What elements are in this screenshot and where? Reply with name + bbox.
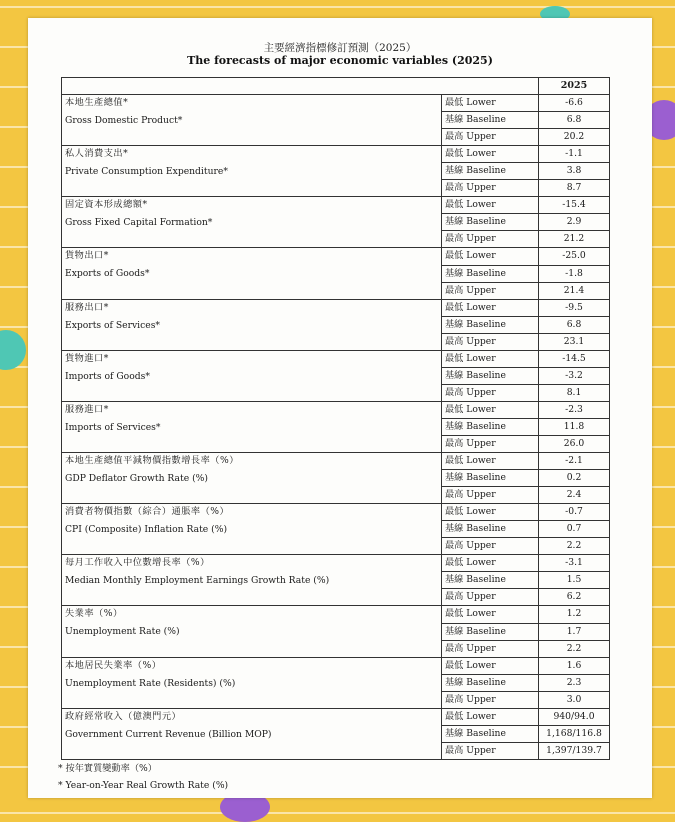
value-baseline: -3.2 — [539, 367, 610, 384]
footnote-english: * Year-on-Year Real Growth Rate (%) — [58, 780, 229, 791]
value-upper: 3.0 — [539, 691, 610, 708]
footnotes — [58, 760, 228, 794]
value-baseline: 6.8 — [539, 112, 610, 129]
indicator-name-en: Unemployment Rate (%) — [65, 626, 180, 638]
indicator-name-cell — [62, 555, 442, 606]
table-row — [62, 555, 610, 572]
level-label-lower: 最低 Lower — [442, 299, 539, 316]
value-lower: 1.2 — [539, 606, 610, 623]
indicator-name-en: Imports of Goods* — [65, 370, 150, 382]
indicator-name-en: CPI (Composite) Inflation Rate (%) — [65, 524, 228, 536]
level-label-baseline: 基線 Baseline — [442, 367, 539, 384]
level-label-upper: 最高 Upper — [442, 384, 539, 401]
indicator-name-zh: 服務進口* — [65, 403, 109, 415]
level-label-upper: 最高 Upper — [442, 129, 539, 146]
table-row — [62, 504, 610, 521]
indicator-name-zh: 本地生產總值* — [65, 97, 129, 109]
level-label-lower: 最低 Lower — [442, 350, 539, 367]
value-upper: 21.4 — [539, 282, 610, 299]
table-row — [62, 606, 610, 623]
value-upper: 8.7 — [539, 180, 610, 197]
value-baseline: 0.2 — [539, 470, 610, 487]
value-lower: -2.1 — [539, 453, 610, 470]
indicator-name-cell — [62, 299, 442, 350]
table-header-row — [62, 78, 610, 95]
table-row — [62, 197, 610, 214]
level-label-upper: 最高 Upper — [442, 180, 539, 197]
level-label-baseline: 基線 Baseline — [442, 725, 539, 742]
indicator-name-cell — [62, 95, 442, 146]
level-label-baseline: 基線 Baseline — [442, 316, 539, 333]
indicator-name-zh: 貨物進口* — [65, 352, 109, 364]
indicator-name-cell — [62, 350, 442, 401]
title-english: The forecasts of major economic variables (2025) — [187, 54, 493, 67]
value-upper: 6.2 — [539, 589, 610, 606]
value-baseline: -1.8 — [539, 265, 610, 282]
value-upper: 23.1 — [539, 333, 610, 350]
indicator-name-en: Median Monthly Employment Earnings Growth Rate (%) — [65, 575, 330, 587]
level-label-baseline: 基線 Baseline — [442, 163, 539, 180]
value-upper: 2.2 — [539, 640, 610, 657]
level-label-lower: 最低 Lower — [442, 453, 539, 470]
indicator-name-en: Private Consumption Expenditure* — [65, 166, 228, 178]
indicator-name-en: Gross Fixed Capital Formation* — [65, 217, 213, 229]
level-label-upper: 最高 Upper — [442, 487, 539, 504]
table-body — [62, 95, 610, 760]
header-blank-cell — [62, 78, 539, 95]
value-baseline: 2.3 — [539, 674, 610, 691]
level-label-lower: 最低 Lower — [442, 708, 539, 725]
value-lower: -0.7 — [539, 504, 610, 521]
value-baseline: 1.5 — [539, 572, 610, 589]
title-chinese: 主要經濟指標修訂預測（2025） — [263, 42, 417, 54]
level-label-upper: 最高 Upper — [442, 538, 539, 555]
indicator-name-cell — [62, 401, 442, 452]
value-lower: -6.6 — [539, 95, 610, 112]
level-label-lower: 最低 Lower — [442, 657, 539, 674]
indicator-name-en: Unemployment Rate (Residents) (%) — [65, 677, 236, 689]
value-lower: -9.5 — [539, 299, 610, 316]
forecast-table — [61, 77, 610, 760]
value-upper: 1,397/139.7 — [539, 742, 610, 759]
level-label-lower: 最低 Lower — [442, 401, 539, 418]
indicator-name-zh: 本地生產總值平減物價指數增長率（%） — [65, 455, 239, 467]
level-label-baseline: 基線 Baseline — [442, 265, 539, 282]
level-label-baseline: 基線 Baseline — [442, 572, 539, 589]
value-lower: -14.5 — [539, 350, 610, 367]
table-row — [62, 248, 610, 265]
indicator-name-cell — [62, 453, 442, 504]
indicator-name-cell — [62, 657, 442, 708]
value-baseline: 2.9 — [539, 214, 610, 231]
value-upper: 2.4 — [539, 487, 610, 504]
value-lower: -25.0 — [539, 248, 610, 265]
value-upper: 2.2 — [539, 538, 610, 555]
indicator-name-en: GDP Deflator Growth Rate (%) — [65, 473, 208, 485]
table-row — [62, 708, 610, 725]
indicator-name-zh: 政府經常收入（億澳門元） — [65, 710, 182, 722]
level-label-upper: 最高 Upper — [442, 231, 539, 248]
level-label-lower: 最低 Lower — [442, 248, 539, 265]
indicator-name-en: Government Current Revenue (Billion MOP) — [65, 728, 272, 740]
indicator-name-en: Exports of Services* — [65, 319, 161, 331]
indicator-name-en: Exports of Goods* — [65, 268, 150, 280]
indicator-name-cell — [62, 197, 442, 248]
decor-blob-teal-left — [0, 330, 26, 370]
value-upper: 21.2 — [539, 231, 610, 248]
value-baseline: 11.8 — [539, 418, 610, 435]
value-upper: 26.0 — [539, 435, 610, 452]
indicator-name-zh: 服務出口* — [65, 301, 109, 313]
indicator-name-zh: 私人消費支出* — [65, 148, 129, 160]
table-row — [62, 299, 610, 316]
indicator-name-cell — [62, 248, 442, 299]
indicator-name-en: Gross Domestic Product* — [65, 115, 183, 127]
value-baseline: 1.7 — [539, 623, 610, 640]
value-baseline: 3.8 — [539, 163, 610, 180]
value-lower: 940/94.0 — [539, 708, 610, 725]
level-label-baseline: 基線 Baseline — [442, 623, 539, 640]
value-baseline: 1,168/116.8 — [539, 725, 610, 742]
level-label-lower: 最低 Lower — [442, 95, 539, 112]
level-label-baseline: 基線 Baseline — [442, 214, 539, 231]
indicator-name-cell — [62, 606, 442, 657]
table-row — [62, 146, 610, 163]
indicator-name-cell — [62, 504, 442, 555]
level-label-lower: 最低 Lower — [442, 504, 539, 521]
table-row — [62, 401, 610, 418]
indicator-name-zh: 失業率（%） — [65, 608, 123, 620]
level-label-lower: 最低 Lower — [442, 555, 539, 572]
level-label-lower: 最低 Lower — [442, 146, 539, 163]
level-label-upper: 最高 Upper — [442, 282, 539, 299]
value-upper: 8.1 — [539, 384, 610, 401]
table-row — [62, 95, 610, 112]
level-label-upper: 最高 Upper — [442, 742, 539, 759]
level-label-upper: 最高 Upper — [442, 640, 539, 657]
document-paper — [28, 18, 652, 798]
indicator-name-cell — [62, 146, 442, 197]
indicator-name-zh: 固定資本形成總額* — [65, 199, 148, 211]
value-upper: 20.2 — [539, 129, 610, 146]
table-row — [62, 453, 610, 470]
indicator-name-zh: 本地居民失業率（%） — [65, 659, 162, 671]
value-lower: -15.4 — [539, 197, 610, 214]
indicator-name-zh: 消費者物價指數（綜合）通脹率（%） — [65, 506, 230, 518]
level-label-baseline: 基線 Baseline — [442, 112, 539, 129]
indicator-name-zh: 每月工作收入中位數增長率（%） — [65, 557, 210, 569]
footnote-chinese: * 按年實質變動率（%） — [58, 763, 157, 774]
indicator-name-zh: 貨物出口* — [65, 250, 109, 262]
indicator-name-en: Imports of Services* — [65, 421, 161, 433]
level-label-upper: 最高 Upper — [442, 691, 539, 708]
year-header: 2025 — [539, 78, 610, 95]
value-lower: -1.1 — [539, 146, 610, 163]
level-label-upper: 最高 Upper — [442, 333, 539, 350]
indicator-name-cell — [62, 708, 442, 759]
level-label-upper: 最高 Upper — [442, 435, 539, 452]
table-row — [62, 657, 610, 674]
level-label-baseline: 基線 Baseline — [442, 418, 539, 435]
level-label-lower: 最低 Lower — [442, 606, 539, 623]
value-lower: 1.6 — [539, 657, 610, 674]
level-label-lower: 最低 Lower — [442, 197, 539, 214]
value-baseline: 0.7 — [539, 521, 610, 538]
level-label-baseline: 基線 Baseline — [442, 470, 539, 487]
level-label-upper: 最高 Upper — [442, 589, 539, 606]
level-label-baseline: 基線 Baseline — [442, 521, 539, 538]
level-label-baseline: 基線 Baseline — [442, 674, 539, 691]
value-lower: -3.1 — [539, 555, 610, 572]
value-lower: -2.3 — [539, 401, 610, 418]
table-row — [62, 350, 610, 367]
value-baseline: 6.8 — [539, 316, 610, 333]
